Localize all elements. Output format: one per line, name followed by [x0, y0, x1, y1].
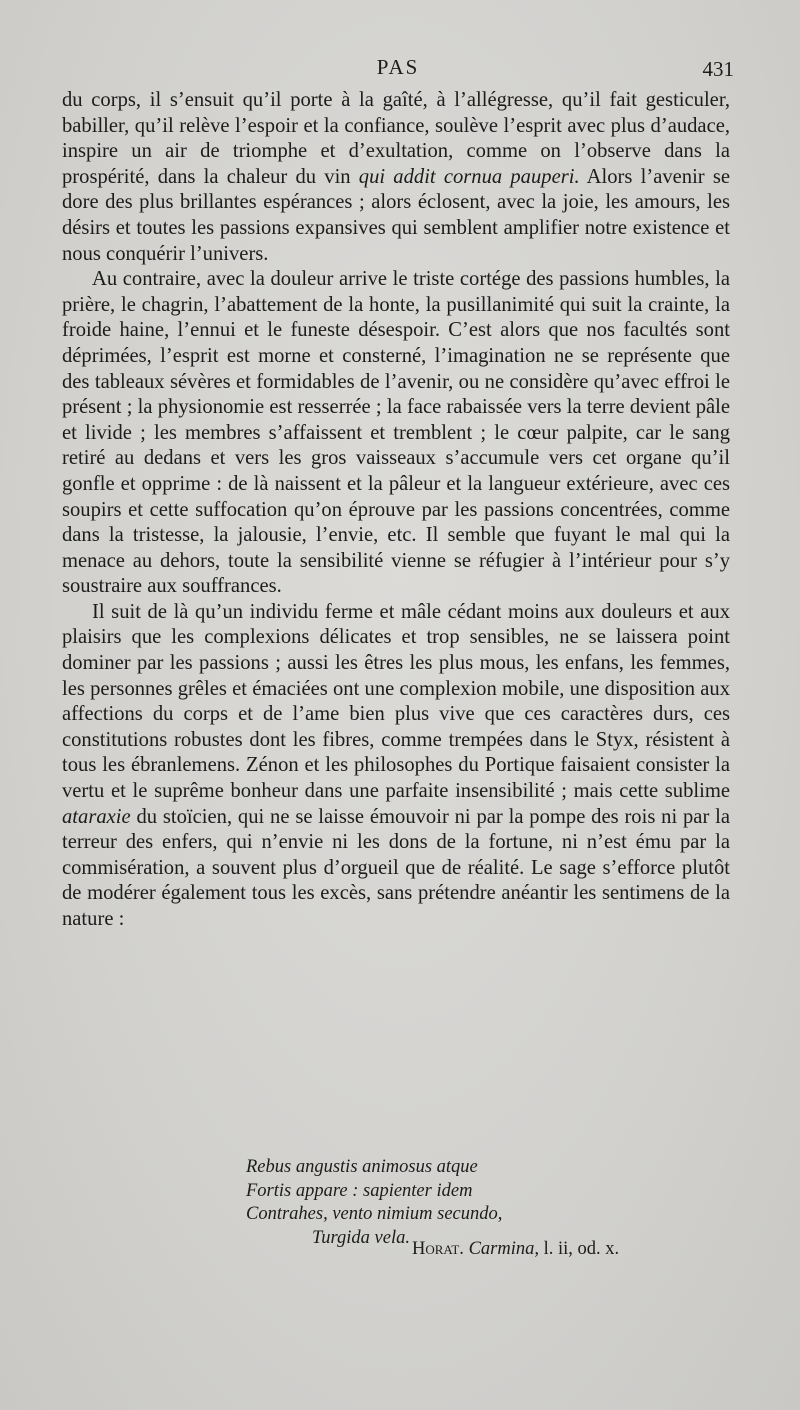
- verse-line: Contrahes, vento nimium secundo,: [246, 1204, 503, 1224]
- source-author: Horat.: [412, 1239, 464, 1259]
- paragraph-text: Au contraire, avec la douleur arrive le triste cortége des passions humbles, la prière, le chagrin, l’abattement de la honte, la pusillanimité qui suit la crainte, la froide haine, l’ennui et le funeste désespoir. C’est alors que nos facultés sont déprimées, l’esprit est morne et consterné, l’imagination ne se représente que des tableaux sévères et formidables de l’avenir, ou ne considère qu’avec effroi le présent ; la physionomie est resserrée ; la face rabaissée vers la terre devient pâle et livide ; les membres s’affaissent et tremblent ; le cœur palpite, car le sang retiré au dedans et vers les gros vaisseaux s’accumule vers cet organe qu’il gonfle et opprime : de là naissent et la pâleur et la langueur extérieure, avec ces soupirs et cette suffocation qu’on éprouve par les passions concentrées, comme dans la tristesse, la jalousie, l’envie, etc. Il semble que fuyant le mal qui la menace au dehors, toute la sensibilité vienne se réfugier à l’intérieur pour s’y soustraire aux souffrances.: [62, 268, 730, 598]
- verse-quotation: [246, 1156, 726, 1250]
- italic-term: ataraxie: [62, 805, 131, 828]
- paragraph-text: du stoïcien, qui ne se laisse émouvoir ni par la pompe des rois ni par la terreur des enfers, qui n’envie ni les dons de la fortune, ni n’est ému par la commisération, a souvent plus d’orgueil que de réalité. Le sage s’efforce plutôt de modérer également tous les excès, sans prétendre anéantir les sentimens de la nature :: [62, 805, 730, 930]
- paragraph-text: Il suit de là qu’un individu ferme et mâle cédant moins aux douleurs et aux plaisirs que les complexions délicates et trop sensibles, ne se laissera point dominer par les passions ; aussi les êtres les plus mous, les enfans, les femmes, les personnes grêles et émaciées ont une complexion mobile, une disposition aux affections du corps et de l’ame bien plus vive que ces caractères durs, ces constitutions robustes dont les fibres, comme trempées dans le Styx, résistent à tous les ébranlemens. Zénon et les philosophes du Portique faisaient consister la vertu et le suprême bonheur dans une parfaite insensibilité ; mais cette sublime: [62, 600, 730, 803]
- paragraph-3: [62, 600, 730, 933]
- page-header: [62, 55, 734, 89]
- quotation-source: [412, 1239, 619, 1260]
- paragraph-2: [62, 267, 730, 600]
- paragraph-text: Alors l’avenir se dore des plus brillantes espérances ; alors éclosent, avec la joie, les amours, les désirs et toutes les passions expansives qui semblent amplifier notre existence et nous conquérir l’univers.: [62, 165, 730, 265]
- verse-line: Fortis appare : sapienter idem: [246, 1180, 473, 1201]
- paragraph-text: du corps, il s’ensuit qu’il porte à la gaîté, à l’allégresse, qu’il fait gesticuler, babiller, qu’il relève l’espoir et la confiance, soulève l’esprit avec plus d’audace, inspire un air de triomphe et d’exultation, comme on l’observe dans la prospérité, dans la chaleur du vin: [62, 89, 730, 188]
- paragraph-1: [62, 88, 730, 267]
- page-number: 431: [702, 57, 734, 81]
- body-text: [62, 88, 730, 933]
- source-work: Carmina,: [468, 1239, 539, 1259]
- verse-line: Rebus angustis animosus atque: [246, 1157, 478, 1177]
- source-reference: l. ii, od. x.: [543, 1239, 620, 1259]
- running-head: PAS: [376, 55, 420, 79]
- latin-phrase: qui addit cornua pauperi.: [358, 165, 580, 188]
- verse-line: Turgida vela.: [312, 1227, 410, 1248]
